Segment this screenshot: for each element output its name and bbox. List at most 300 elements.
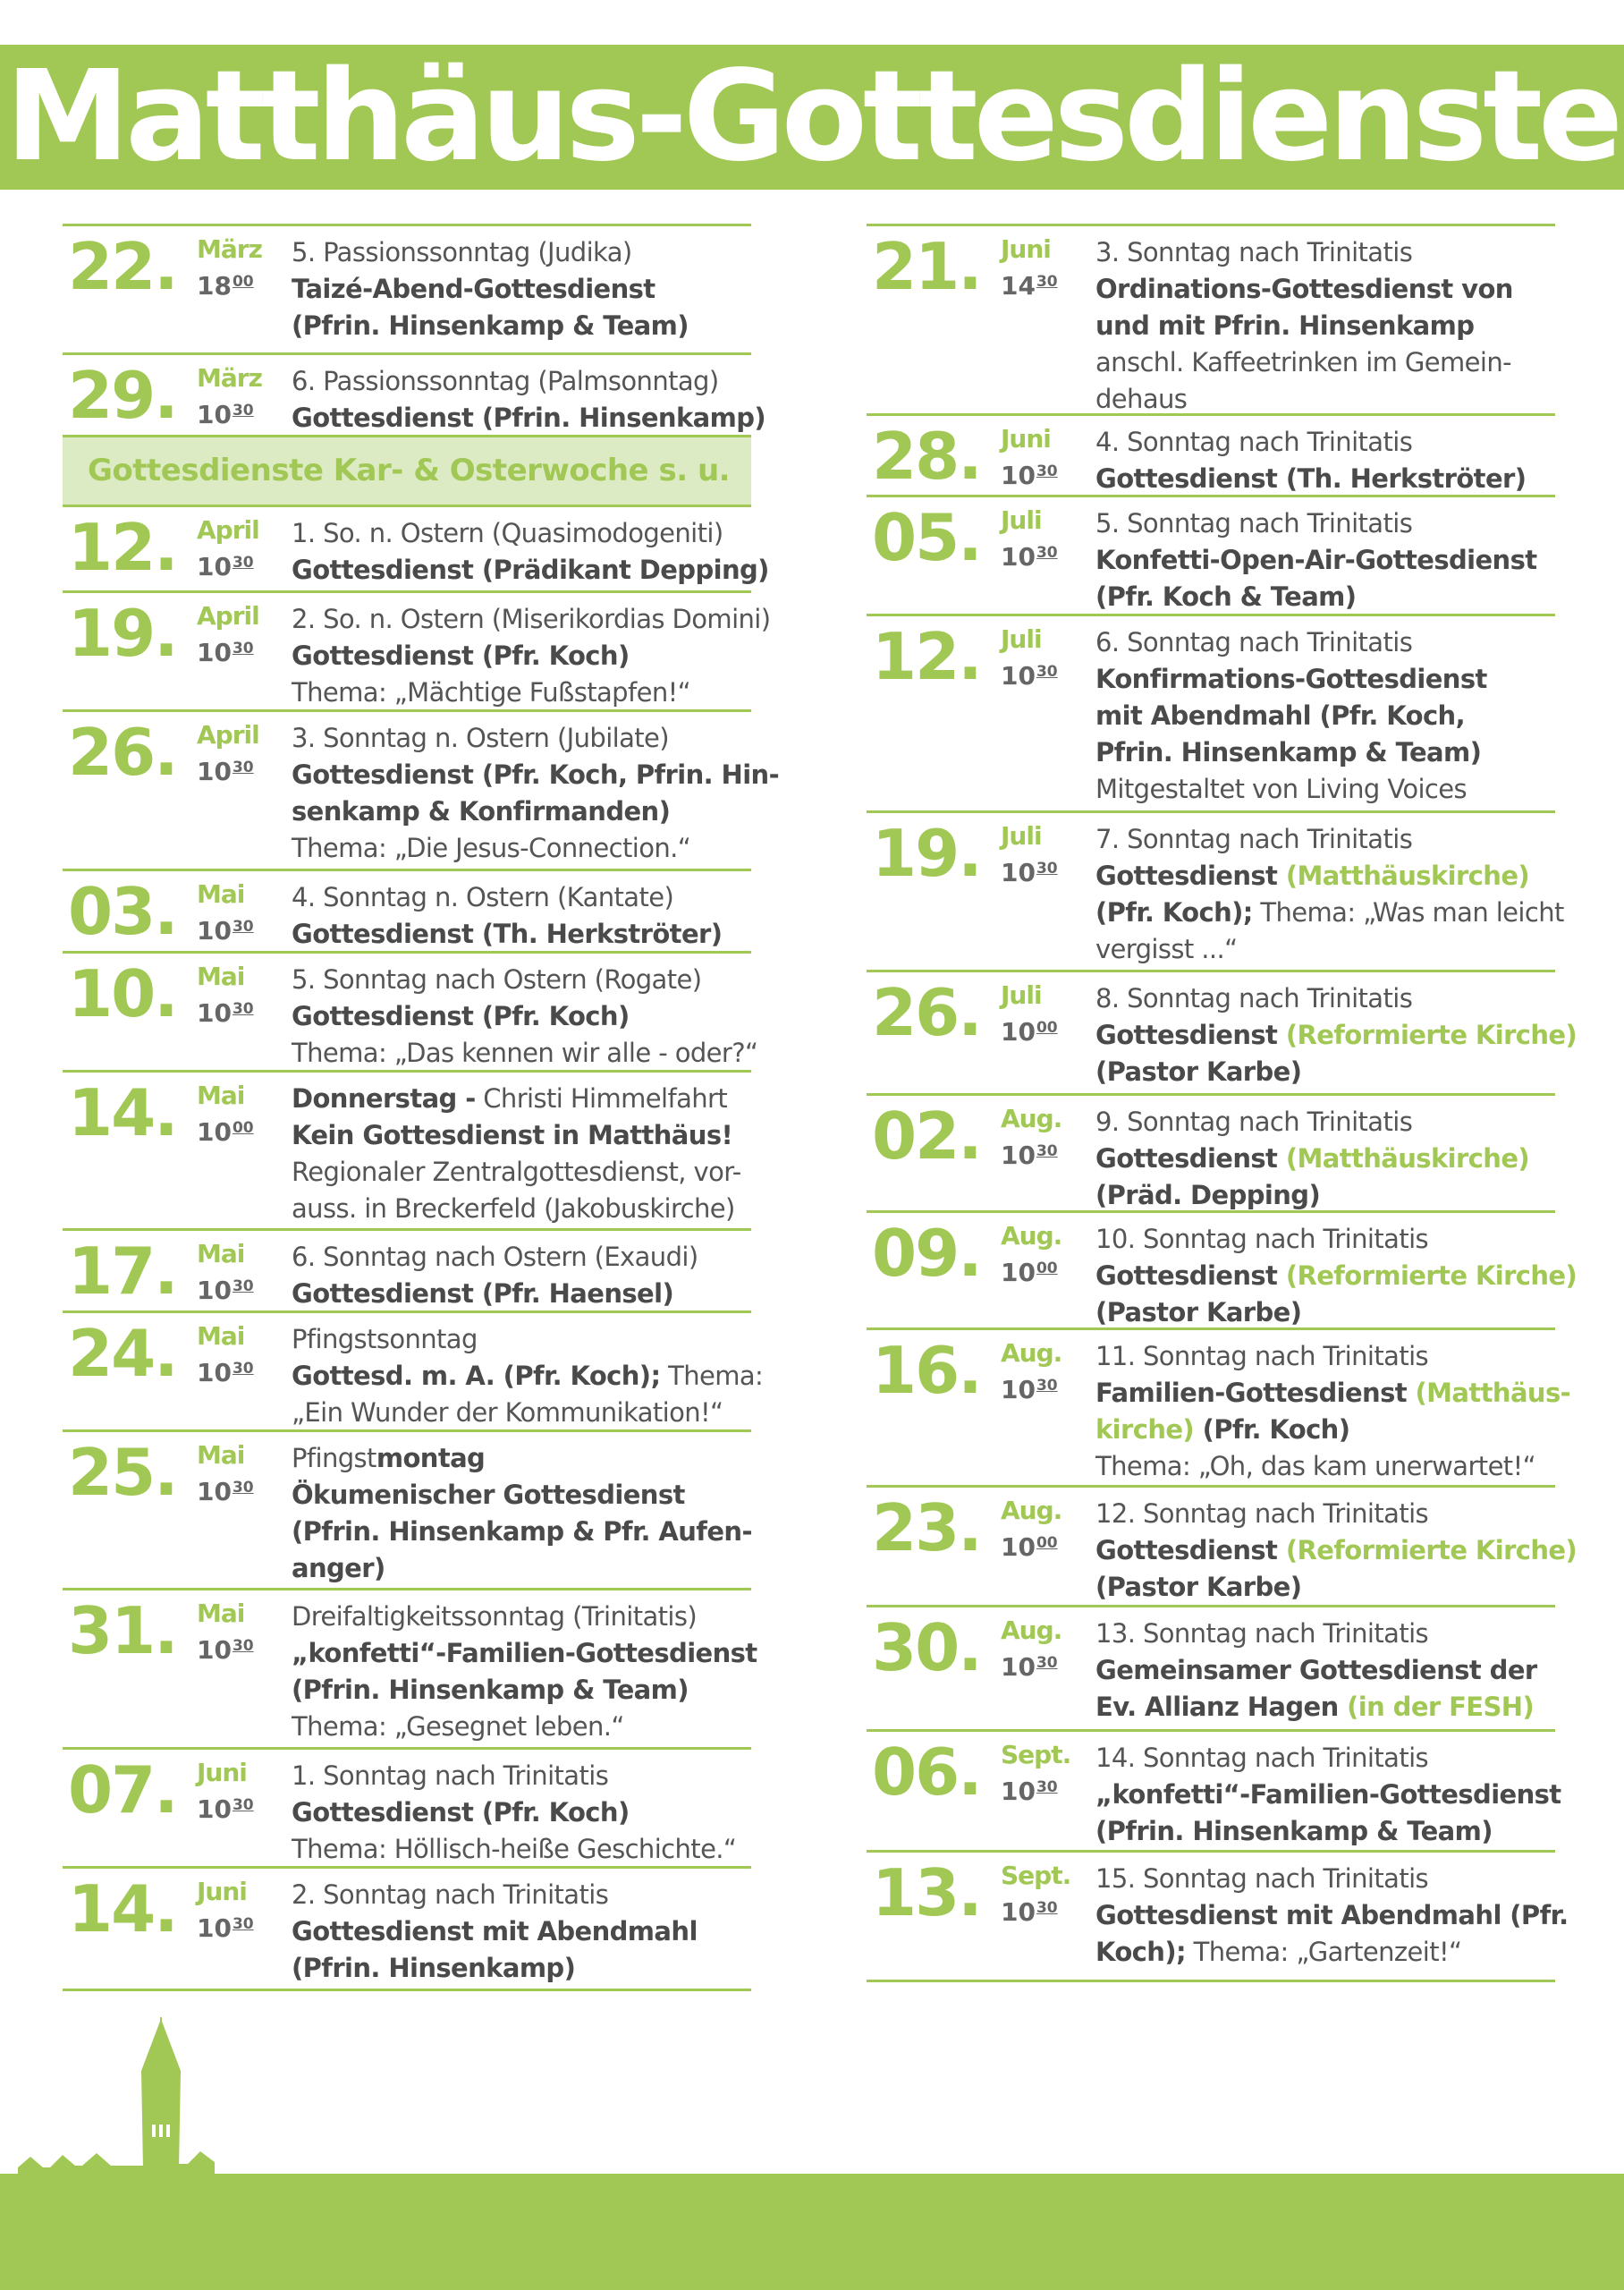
service-time-hour: 10 [1001,1777,1036,1806]
service-description [1095,821,1564,968]
service-entry [867,1850,1569,1982]
service-text: (Pastor Karbe) [1095,1056,1302,1087]
service-description-line [1095,895,1564,931]
service-description [292,720,780,867]
service-description-line [292,916,751,953]
service-description-line [1095,1375,1571,1412]
service-time [1001,853,1058,888]
service-text: (Pastor Karbe) [1095,1572,1302,1602]
service-time [197,1631,254,1666]
service-day: 16. [872,1333,981,1408]
service-entry [63,869,751,951]
service-description-line [1095,1813,1555,1850]
service-text: (Pfrin. Hinsenkamp) [292,1953,576,1983]
service-text: Thema: „Das kennen wir alle - oder?“ [292,1038,758,1068]
service-text: 5. Passionssonntag (Judika) [292,237,632,267]
service-month: Juni [197,1877,247,1906]
service-day: 29. [68,358,177,433]
service-description-line [292,830,751,867]
service-month: März [197,234,262,264]
service-month: Mai [197,962,245,991]
service-time-hour: 10 [197,1477,232,1506]
service-description-line [1095,1054,1555,1090]
service-text: montag [376,1443,486,1473]
service-text: Kein Gottesdienst in Matthäus! [292,1120,733,1150]
service-text: 5. Sonntag nach Ostern (Rogate) [292,964,702,995]
service-time-hour: 10 [1001,1258,1036,1287]
service-description-line [292,1154,751,1191]
service-entry [867,1729,1561,1850]
service-text: Gottesdienst (Pfr. Koch, Pfrin. Hin- [292,759,780,790]
kar-osterwoche-banner: Gottesdienste Kar- & Osterwoche s. u. [63,435,751,505]
service-description-line [292,1913,751,1950]
service-text: 11. Sonntag nach Trinitatis [1095,1341,1429,1371]
service-description-line [1095,1177,1555,1214]
service-entry [63,1070,751,1228]
service-description-line [292,308,751,344]
service-time-minutes: 30 [232,1360,254,1378]
service-day: 26. [872,975,981,1050]
service-time-hour: 10 [1001,1017,1036,1047]
service-text: Regionaler Zentralgottesdienst, vor- [292,1157,741,1187]
service-description-line [292,1081,751,1117]
service-day: 13. [872,1855,981,1930]
service-time-minutes: 30 [1036,544,1058,562]
service-month: Mai [197,1440,245,1470]
service-day: 14. [68,1075,177,1150]
service-description [292,1081,751,1227]
service-description-line [292,234,751,271]
service-month: Aug. [1001,1496,1062,1525]
service-month: April [197,515,259,545]
service-text: Gottesdienst [1095,1260,1286,1291]
service-text: Thema: [660,1361,764,1391]
service-text: Gottesdienst (Pfr. Koch) [292,1797,630,1828]
service-time [197,752,254,787]
service-time-minutes: 30 [1036,462,1058,480]
service-month: Juni [197,1758,247,1787]
service-month: Mai [197,879,245,909]
service-description [1095,234,1555,418]
service-month: Sept. [1001,1861,1071,1890]
service-time-hour: 10 [1001,1652,1036,1682]
service-day: 28. [872,419,981,494]
service-description-line [1095,1496,1555,1532]
service-description-line [292,1877,751,1913]
service-month: Juli [1001,505,1042,535]
service-text: 8. Sonntag nach Trinitatis [1095,983,1413,1014]
service-entry [867,1093,1555,1210]
service-time-minutes: 30 [232,918,254,936]
service-text: (Präd. Depping) [1095,1180,1321,1210]
service-time-hour: 10 [197,1117,232,1147]
service-text: Donnerstag - [292,1083,476,1114]
service-time-minutes: 30 [1036,1142,1058,1160]
service-day: 03. [68,874,177,949]
service-time-hour: 10 [197,638,232,667]
service-time-minutes: 30 [1036,1899,1058,1917]
service-text: (Pfrin. Hinsenkamp & Team) [292,1675,689,1705]
service-time-hour: 10 [197,400,232,429]
service-text: auss. in Breckerfeld (Jakobuskirche) [292,1193,735,1224]
service-description-line [292,1440,751,1477]
service-day: 12. [68,510,177,585]
service-time [197,1113,254,1148]
service-description-line [292,1758,751,1794]
service-time-hour: 10 [1001,542,1036,572]
service-text: Gottesdienst mit Abendmahl [292,1916,698,1946]
service-time-hour: 10 [1001,661,1036,691]
service-description-line [1095,1017,1577,1054]
service-description-line [1095,1141,1555,1177]
service-text: Pfrin. Hinsenkamp & Team) [1095,737,1482,768]
service-text: Thema: „Was man leicht [1252,897,1564,928]
service-month: Sept. [1001,1740,1071,1769]
service-time-minutes: 30 [1036,273,1058,291]
service-description-line [1095,624,1555,661]
service-text: 2. So. n. Ostern (Miserikordias Domini) [292,604,771,634]
service-entry [867,1605,1555,1729]
service-month: Juli [1001,980,1042,1010]
service-text: Gottesdienst [1095,1020,1286,1050]
service-entry [867,1210,1577,1327]
service-description [292,1877,751,1987]
service-entry [63,1429,751,1588]
service-text: Konfirmations-Gottesdienst [1095,664,1487,694]
service-description-line [1095,461,1555,497]
service-description-line [1095,234,1555,271]
service-text: Ordinations-Gottesdienst von [1095,274,1513,304]
service-description-line [292,1395,751,1431]
service-description-line [1095,1221,1555,1258]
service-time-minutes: 30 [232,402,254,420]
service-time-hour: 10 [1001,461,1036,490]
service-description-line [1095,661,1555,698]
service-description [1095,1740,1561,1850]
service-text: „konfetti“-Familien-Gottesdienst [292,1638,757,1668]
service-location: (Matthäus- [1415,1378,1571,1408]
service-time [1001,1648,1058,1683]
service-time [197,547,254,582]
service-text: Gottesdienst [1095,861,1286,891]
service-text: „konfetti“-Familien-Gottesdienst [1095,1779,1561,1810]
service-entry [63,1866,751,1991]
service-description [1095,624,1555,808]
service-description-line [1095,1258,1577,1294]
service-time-hour: 10 [197,998,232,1028]
service-description-line [1095,1294,1555,1331]
service-description [1095,1221,1577,1331]
service-text: Ökumenischer Gottesdienst [292,1480,685,1510]
service-location: (Reformierte Kirche) [1285,1020,1577,1050]
service-time-hour: 10 [197,916,232,946]
service-time-minutes: 30 [232,1796,254,1814]
service-text: Ev. Allianz Hagen [1095,1692,1348,1722]
service-time-minutes: 30 [232,759,254,776]
service-text: (Pfrin. Hinsenkamp & Pfr. Aufen- [292,1516,752,1547]
service-entry [63,1310,764,1429]
service-text: mit Abendmahl (Pfr. Koch, [1095,700,1466,731]
service-month: Mai [197,1321,245,1351]
service-description-line [1095,271,1555,308]
service-description [292,1599,757,1745]
service-time [1001,267,1058,301]
service-entry [867,1485,1577,1605]
service-description [1095,1616,1555,1726]
service-description [1095,980,1577,1090]
service-time [1001,1893,1058,1928]
service-entry [867,810,1564,970]
service-location: (Reformierte Kirche) [1285,1535,1577,1565]
service-description-line [292,1477,751,1514]
service-time [1001,1136,1058,1171]
service-description-line [1095,1740,1555,1777]
service-day: 10. [68,956,177,1031]
service-entry [867,224,1555,413]
service-description-line [1095,1532,1577,1569]
service-time-minutes: 30 [232,1637,254,1655]
service-description-line [292,363,751,400]
service-text: Gottesdienst (Pfr. Koch) [292,640,630,671]
service-time [197,1790,254,1825]
service-description-line [1095,424,1555,461]
service-text: Konfetti-Open-Air-Gottesdienst [1095,545,1537,575]
service-time-hour: 10 [197,1358,232,1387]
service-description-line [292,1239,751,1276]
service-description-line [1095,1412,1555,1448]
service-time-hour: 10 [197,552,232,581]
service-text: 1. So. n. Ostern (Quasimodogeniti) [292,518,723,548]
service-description-line [292,515,751,552]
service-description-line [1095,542,1555,579]
service-day: 25. [68,1435,177,1510]
service-description [292,1440,751,1587]
service-text: 5. Sonntag nach Trinitatis [1095,508,1413,539]
service-description-line [1095,1777,1561,1813]
service-entry [867,970,1577,1093]
service-text: Gottesdienst (Pfr. Koch) [292,1001,630,1031]
service-text: Dreifaltigkeitssonntag (Trinitatis) [292,1601,698,1632]
service-description [1095,1496,1577,1606]
service-description-line [292,1321,751,1358]
service-description-line [292,720,751,757]
service-text: Pfingst [292,1443,376,1473]
service-text: „Ein Wunder der Kommunikation!“ [292,1397,723,1428]
service-time-minutes: 00 [1036,1260,1058,1277]
service-description-line [1095,381,1555,418]
service-description-line [292,998,751,1035]
service-day: 05. [872,500,981,575]
service-time-hour: 10 [197,757,232,786]
service-text: Christi Himmelfahrt [475,1083,728,1114]
service-description [1095,1104,1555,1214]
service-description-line [1095,1338,1555,1375]
service-time-hour: 10 [1001,1141,1036,1170]
service-time-minutes: 30 [1036,663,1058,681]
service-text: 1. Sonntag nach Trinitatis [292,1760,609,1791]
service-day: 30. [872,1610,981,1685]
service-month: Aug. [1001,1221,1062,1251]
service-time-minutes: 30 [232,554,254,572]
service-month: Mai [197,1599,245,1628]
service-time-minutes: 30 [232,1915,254,1933]
service-text: 14. Sonntag nach Trinitatis [1095,1743,1429,1773]
service-text: Taizé-Abend-Gottesdienst [292,274,656,304]
service-description-line [292,552,769,589]
service-description [1095,424,1555,497]
service-entry [867,614,1555,810]
service-time [197,1472,254,1507]
service-description-line [1095,344,1555,381]
schedule-column-right [867,224,1577,1982]
service-time-minutes: 30 [1036,1778,1058,1796]
service-description-line [292,1709,751,1745]
service-month: Aug. [1001,1616,1062,1645]
service-month: April [197,601,259,631]
service-day: 19. [872,816,981,891]
church-silhouette-icon [18,2017,215,2178]
service-text: Thema: „Oh, das kam unerwartet!“ [1095,1451,1536,1481]
service-description-line [1095,931,1555,968]
service-entry [63,1747,751,1866]
service-text: 3. Sonntag n. Ostern (Jubilate) [292,723,670,753]
service-time [1001,1528,1058,1563]
service-text: 7. Sonntag nach Trinitatis [1095,824,1413,854]
service-description-line [292,793,751,830]
service-month: Mai [197,1081,245,1110]
service-time-hour: 14 [1001,271,1036,301]
service-time-hour: 10 [197,1635,232,1665]
service-description-line [1095,734,1555,771]
service-time-minutes: 00 [232,273,254,291]
service-day: 02. [872,1098,981,1174]
service-month: April [197,720,259,750]
service-text: 6. Passionssonntag (Palmsonntag) [292,366,719,396]
service-day: 26. [68,715,177,790]
service-text: 3. Sonntag nach Trinitatis [1095,237,1413,267]
service-entry [63,505,769,590]
service-time-minutes: 30 [1036,1654,1058,1672]
service-text: Gemeinsamer Gottesdienst der [1095,1655,1537,1685]
service-description-line [292,879,751,916]
service-time [1001,1013,1058,1047]
service-day: 12. [872,619,981,694]
service-entry [63,1228,751,1310]
service-description-line [292,638,751,674]
service-time-hour: 10 [197,1913,232,1943]
service-time-minutes: 30 [232,1000,254,1018]
service-time-hour: 10 [1001,1897,1036,1927]
service-time [197,633,254,668]
service-text: 13. Sonntag nach Trinitatis [1095,1618,1429,1649]
service-description [292,1239,751,1312]
service-month: Mai [197,1239,245,1268]
service-description [1095,505,1555,615]
service-time [197,1271,254,1306]
service-entry [867,495,1555,614]
service-text: und mit Pfrin. Hinsenkamp [1095,310,1475,341]
service-entry [63,224,751,352]
service-entry [63,590,771,709]
service-text: Gottesdienst [1095,1143,1286,1174]
service-description [292,1758,751,1868]
service-text: 12. Sonntag nach Trinitatis [1095,1498,1429,1529]
service-description-line [292,1358,764,1395]
service-description [292,601,771,711]
service-day: 23. [872,1490,981,1565]
service-description-line [1095,858,1555,895]
service-day: 31. [68,1593,177,1668]
service-text: 9. Sonntag nach Trinitatis [1095,1107,1413,1137]
service-time-minutes: 00 [1036,1534,1058,1552]
service-text: Gottesdienst (Pfr. Haensel) [292,1278,674,1309]
service-text: 4. Sonntag nach Trinitatis [1095,427,1413,457]
service-description-line [292,1514,751,1550]
service-description-line [292,1599,751,1635]
service-description-line [292,1831,751,1868]
service-time [197,912,254,946]
service-day: 17. [68,1234,177,1309]
service-description-line [292,1950,751,1987]
service-text: Gottesdienst (Th. Herkströter) [1095,463,1527,494]
service-time [197,1909,254,1944]
service-description [1095,1861,1569,1971]
service-time-hour: 10 [1001,858,1036,887]
service-description-line [1095,579,1555,615]
service-day: 09. [872,1216,981,1291]
service-entry [867,413,1555,495]
service-description-line [292,1035,758,1072]
page-title: Matthäus-Gottesdienste [0,45,1624,190]
service-description [292,234,751,344]
service-description-line [1095,821,1555,858]
service-month: Juni [1001,424,1051,454]
service-text: Thema: „Mächtige Fußstapfen!“ [292,677,691,708]
service-day: 21. [872,229,981,304]
service-text: Thema: „Die Jesus-Connection.“ [292,833,691,863]
service-text: anschl. Kaffeetrinken im Gemein- [1095,347,1512,377]
service-text: Gottesdienst (Prädikant Depping) [292,555,769,585]
service-description-line [1095,698,1555,734]
service-text: Thema: „Gartenzeit!“ [1185,1937,1462,1967]
service-text: 15. Sonntag nach Trinitatis [1095,1863,1429,1894]
service-month: März [197,363,262,393]
schedule-column-left [63,224,780,1991]
service-time [1001,1370,1058,1405]
service-time-minutes: 00 [232,1119,254,1137]
service-location: (in der FESH) [1347,1692,1535,1722]
service-text: (Pfr. Koch & Team) [1095,581,1357,612]
service-text: (Pfr. Koch) [1194,1414,1350,1445]
service-text: Pfingstsonntag [292,1324,478,1354]
service-description-line [1095,771,1555,808]
service-description-line [1095,505,1555,542]
service-month: Juli [1001,624,1042,654]
service-text: (Pfrin. Hinsenkamp & Team) [292,310,689,341]
service-day: 14. [68,1871,177,1946]
service-description-line [292,1550,751,1587]
service-time [1001,657,1058,691]
service-entry [63,352,766,435]
service-entry [63,1588,757,1747]
service-description-line [1095,1897,1569,1934]
service-month: Juni [1001,234,1051,264]
service-description-line [1095,1689,1555,1726]
service-time-minutes: 30 [1036,860,1058,878]
service-text: (Pfrin. Hinsenkamp & Team) [1095,1816,1493,1846]
service-time-minutes: 00 [1036,1019,1058,1037]
service-time [1001,456,1058,491]
